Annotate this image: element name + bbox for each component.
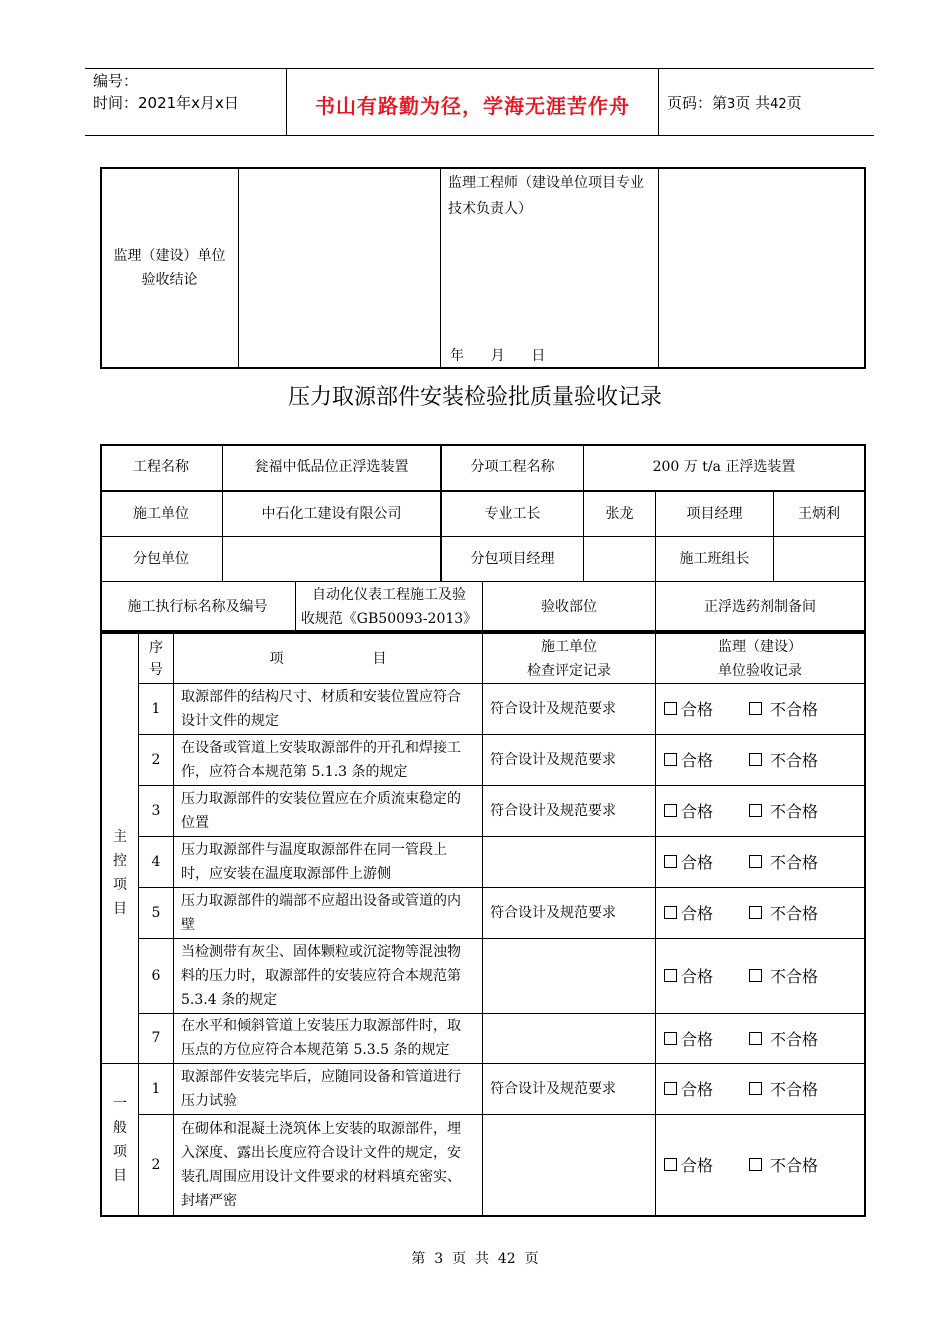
sub-pm-value (584, 537, 655, 581)
subcontractor-value (223, 537, 440, 581)
fail-label: 不合格 (770, 700, 819, 719)
row-item-text (174, 1013, 482, 1063)
page-mid: 页 共 (735, 94, 771, 112)
check-header-line: 检查评定记录 (527, 662, 611, 679)
pass-label: 合格 (681, 904, 714, 923)
sub-project-value: 200 万 t/a 正浮选装置 (652, 459, 796, 475)
row-accept-result (656, 734, 872, 785)
row-item-line: 取源部件的结构尺寸、材质和安装位置应符合 (181, 688, 461, 705)
fail-label: 不合格 (770, 751, 819, 770)
row-item-text (174, 683, 482, 734)
pass-label: 合格 (681, 1029, 714, 1049)
contractor-label: 施工单位 (133, 505, 189, 522)
fail-label: 不合格 (770, 1080, 819, 1099)
row-check-record (483, 836, 655, 887)
group-label-char: 般 (113, 1119, 127, 1136)
fail-label: 不合格 (770, 1156, 819, 1175)
row-number: 5 (151, 904, 161, 921)
page-footer: 第 3 页 共 42 页 (411, 1251, 539, 1267)
pass-label: 合格 (681, 700, 714, 719)
fail-checkbox[interactable] (749, 855, 762, 868)
standard-value-line: 自动化仪表工程施工及验 (312, 587, 466, 603)
standard-value (296, 582, 482, 632)
row-item-line: 在砌体和混凝土浇筑体上安装的取源部件，埋 (181, 1120, 461, 1137)
row-check-record (483, 1114, 655, 1215)
team-leader-value (774, 537, 864, 581)
row-item-text (174, 1063, 482, 1114)
subcontractor-label: 分包单位 (133, 551, 189, 567)
row-number: 2 (151, 1156, 161, 1173)
row-item-line: 压力取源部件的安装位置应在介质流束稳定的 (181, 790, 461, 807)
row-item-text (174, 938, 482, 1013)
row-accept-result (656, 683, 872, 734)
location-value: 正浮选药剂制备间 (704, 599, 816, 615)
row-item-line: 入深度、露出长度应符合设计文件的规定，安 (181, 1144, 461, 1161)
fail-checkbox[interactable] (749, 1082, 762, 1095)
page-end: 页 (786, 94, 802, 112)
row-item-line: 设计文件的规定 (181, 712, 279, 729)
row-item-line: 取源部件安装完毕后，应随同设备和管道进行 (181, 1068, 461, 1085)
pass-checkbox[interactable] (664, 1158, 677, 1171)
standard-value-line: 收规范《GB50093-2013》 (300, 611, 478, 627)
pass-checkbox[interactable] (664, 702, 677, 715)
row-item-line: 封堵严密 (181, 1192, 237, 1209)
group-label-char: 主 (113, 829, 127, 845)
row-check-record: 符合设计及规范要求 (490, 802, 616, 819)
row-check-record: 符合设计及规范要求 (490, 904, 616, 921)
pass-label: 合格 (681, 1156, 714, 1175)
fail-checkbox[interactable] (749, 753, 762, 766)
row-item-line: 在水平和倾斜管道上安装压力取源部件时，取 (181, 1018, 461, 1034)
row-number: 1 (151, 1080, 161, 1097)
header-motto: 书山有路勤为径，学海无涯苦作舟 (315, 94, 630, 118)
page-total: 42 (770, 97, 787, 112)
row-number: 7 (151, 1030, 161, 1046)
document-title: 压力取源部件安装检验批质量验收记录 (287, 385, 662, 410)
fail-checkbox[interactable] (749, 1158, 762, 1171)
pass-label: 合格 (681, 967, 714, 986)
row-number: 4 (151, 853, 161, 870)
row-check-record: 符合设计及规范要求 (490, 700, 616, 717)
sub-project-label: 分项工程名称 (470, 459, 555, 475)
page-number: 3 (727, 97, 736, 112)
row-accept-result (656, 785, 872, 836)
accept-header (656, 634, 864, 683)
row-check-record: 符合设计及规范要求 (490, 751, 616, 768)
row-number: 6 (151, 967, 161, 984)
project-name-label: 工程名称 (133, 459, 189, 475)
accept-header-line: 监理（建设） (718, 638, 802, 655)
row-item-line: 当检测带有灰尘、固体颗粒或沉淀物等混浊物 (181, 943, 461, 960)
check-header (483, 634, 655, 683)
group-label-char: 目 (113, 1167, 127, 1184)
fail-checkbox[interactable] (749, 1032, 762, 1045)
row-item-text (174, 1114, 482, 1215)
contractor-value: 中石化工建设有限公司 (261, 505, 402, 522)
pm-label: 项目经理 (686, 505, 743, 522)
fail-label: 不合格 (770, 967, 819, 986)
accept-header-line: 单位验收记录 (718, 662, 802, 679)
supervision-label (100, 167, 239, 369)
row-check-record (483, 938, 655, 1013)
row-item-line: 压点的方位应符合本规范第 5.3.5 条的规定 (181, 1042, 450, 1058)
group-label-char: 控 (113, 853, 127, 869)
row-item-line: 时，应安装在温度取源部件上游侧 (181, 865, 391, 882)
header-divider (658, 68, 659, 136)
supervision-label-line: 验收结论 (141, 272, 198, 288)
foreman-value: 张龙 (605, 505, 634, 522)
pass-label: 合格 (681, 802, 714, 821)
group-label-char: 项 (113, 1143, 127, 1160)
time-label: 时间：2021年x月x日 (93, 94, 239, 112)
grid-line (440, 167, 441, 369)
row-accept-result (656, 938, 872, 1013)
row-accept-result (656, 887, 872, 938)
supervision-label-line: 监理（建设）单位 (113, 248, 226, 264)
row-check-record: 符合设计及规范要求 (490, 1080, 616, 1097)
pass-label: 合格 (681, 751, 714, 770)
row-item-line: 位置 (181, 814, 209, 831)
item-header: 项 目 (269, 650, 387, 667)
row-item-text (174, 734, 482, 785)
engineer-label-line: 技术负责人） (448, 201, 532, 217)
fail-checkbox[interactable] (749, 804, 762, 817)
pass-checkbox[interactable] (664, 906, 677, 919)
row-accept-result (656, 836, 872, 887)
row-number: 3 (151, 802, 161, 819)
pass-checkbox[interactable] (664, 855, 677, 868)
row-item-line: 压力取源部件的端部不应超出设备或管道的内 (181, 892, 461, 909)
group-label-char: 一 (113, 1095, 127, 1112)
row-number: 2 (151, 751, 161, 768)
fail-label: 不合格 (770, 1029, 819, 1049)
header-meta (93, 70, 239, 114)
row-item-line: 压力取源部件与温度取源部件在同一管段上 (181, 841, 447, 858)
pass-checkbox[interactable] (664, 804, 677, 817)
row-item-line: 5.3.4 条的规定 (181, 991, 278, 1008)
row-item-line: 壁 (181, 916, 195, 933)
seq-header-line: 序 (149, 639, 163, 656)
grid-line (482, 1215, 866, 1217)
fail-label: 不合格 (770, 853, 819, 872)
fail-label: 不合格 (770, 904, 819, 923)
row-accept-result (656, 1114, 872, 1215)
grid-line (658, 167, 659, 369)
grid-line (100, 1215, 483, 1217)
pass-checkbox[interactable] (664, 753, 677, 766)
serial-label: 编号： (93, 72, 139, 90)
row-accept-result (656, 1063, 872, 1114)
row-accept-result (656, 1013, 872, 1063)
pass-checkbox[interactable] (664, 1032, 677, 1045)
fail-checkbox[interactable] (749, 702, 762, 715)
group-label-char: 项 (113, 877, 127, 893)
row-item-line: 压力试验 (181, 1092, 237, 1109)
seq-header-line: 号 (149, 661, 163, 678)
row-item-text (174, 836, 482, 887)
engineer-label-line: 监理工程师（建设单位项目专业 (448, 175, 644, 191)
location-label: 验收部位 (541, 599, 597, 615)
header-page-info (667, 92, 802, 113)
general-items-label (102, 1064, 138, 1215)
team-leader-label: 施工班组长 (679, 551, 750, 567)
pass-label: 合格 (681, 1080, 714, 1099)
seq-header (139, 634, 173, 683)
fail-checkbox[interactable] (749, 906, 762, 919)
standard-label: 施工执行标名称及编号 (127, 599, 268, 615)
header-top-rule (85, 68, 874, 69)
pm-value: 王炳利 (798, 505, 840, 522)
check-header-line: 施工单位 (541, 638, 597, 655)
engineer-label (448, 170, 644, 222)
row-item-text (174, 785, 482, 836)
header-bottom-rule (85, 135, 874, 136)
project-name-value: 瓮福中低品位正浮选装置 (254, 459, 409, 475)
row-check-record (483, 1013, 655, 1063)
row-number: 1 (151, 700, 161, 717)
foreman-label: 专业工长 (484, 505, 541, 522)
pass-label: 合格 (681, 853, 714, 872)
date-field: 年 月 日 (450, 348, 546, 364)
row-item-line: 装孔周围应用设计文件要求的材料填充密实、 (181, 1168, 461, 1185)
pass-checkbox[interactable] (664, 1082, 677, 1095)
row-item-line: 在设备或管道上安装取源部件的开孔和焊接工 (181, 739, 461, 756)
sub-pm-label: 分包项目经理 (470, 551, 555, 567)
page-label: 页码：第 (667, 94, 728, 112)
group-label-char: 目 (113, 901, 127, 917)
row-item-line: 料的压力时，取源部件的安装应符合本规范第 (181, 967, 461, 984)
header-divider (286, 68, 287, 136)
main-items-label (102, 683, 138, 1063)
fail-checkbox[interactable] (749, 969, 762, 982)
fail-label: 不合格 (770, 802, 819, 821)
pass-checkbox[interactable] (664, 969, 677, 982)
row-item-line: 作，应符合本规范第 5.1.3 条的规定 (181, 763, 408, 780)
row-item-text (174, 887, 482, 938)
